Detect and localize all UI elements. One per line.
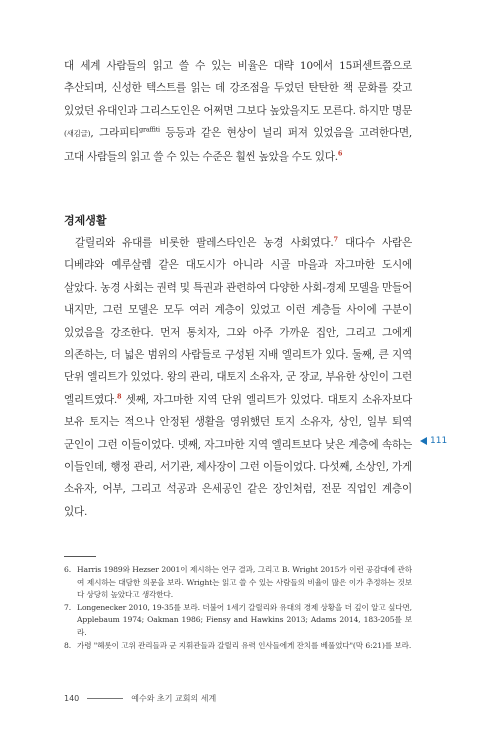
- paragraph-text: 등등과 같은 현상이 널리 퍼져 있었음을 고려한다면, 고대 사람들의 읽고 쓸 수 있는 수준은 훨씬 높았을 수도 있다.: [64, 127, 413, 163]
- footer-rule: [87, 698, 123, 699]
- paragraph-text: , 그라피티: [90, 127, 140, 140]
- footnote-item: [64, 602, 412, 640]
- paragraph-literacy: [64, 55, 412, 168]
- footnote-divider: [64, 556, 96, 557]
- footnote-number: 7.: [64, 602, 72, 612]
- section-heading: 경제생활: [64, 214, 107, 227]
- footnotes-list: [64, 564, 412, 652]
- paragraph-text: 대다수 사람은 디베랴와 예루살렘 같은 대도시가 아니라 시골 마을과 자그마한 도시에 살았다. 농경 사회는 권력 및 특권과 관련하여 다양한 사회-경제 모델을 만들어 내지만, 그런 모델은 모두 여러 계층이 있었고 이런 계층들 사이에 구분이 있었음을 강조한다. 먼저 통치자, 그와 아주 가까운 집안, 그리고 그에게 의존하는, 더 넓은 범위의 사람들로 구성된 지배 엘리트가 있다. 둘째, 큰 지역 단위 엘리트가 있었다. 왕의 관리, 대토지 소유자, 군 장교, 부유한 상인이 그런 엘리트였다.: [64, 237, 412, 406]
- paragraph-text: 대 세계 사람들의 읽고 쓸 수 있는 비율은 대략 10에서 15퍼센트쯤으로 추산되며, 신성한 텍스트를 읽는 데 강조점을 두었던 탄탄한 책 문화를 갖고 있었던 유대인과 그리스도인은 어쩌면 그보다 높았을지도 모른다. 하지만 명문: [64, 60, 412, 117]
- paragraph-text: 갈릴리와 유대를 비롯한 팔레스타인은 농경 사회였다.: [75, 237, 334, 249]
- paragraph-economy: [64, 232, 412, 523]
- triangle-left-icon: [420, 437, 427, 445]
- footnote-number: 6.: [64, 565, 72, 574]
- margin-page-marker: [420, 436, 447, 446]
- page-footer: [64, 693, 216, 704]
- footnote-ref-8[interactable]: 8: [117, 392, 122, 401]
- gloss-text: (새김글): [64, 129, 91, 139]
- paragraph-text: 셋째, 자그마한 지역 단위 엘리트가 있었다. 대토지 소유자보다 보유 토지는 적으나 안정된 생활을 영위했던 토지 소유자, 상인, 일부 퇴역 군인이 그런 이들이었다. 넷째, 자그마한 지역 엘리트보다 낮은 계층에 속하는 이들인데, 행정 관리, 서기관, 제사장이 그런 이들이었다. 다섯째, 소상인, 가게 소유자, 어부, 그리고 석공과 은세공인 같은 장인처럼, 전문 직업인 계층이 있다.: [64, 393, 412, 518]
- running-title: 예수와 초기 교회의 세계: [131, 694, 217, 703]
- footnote-number: 8.: [64, 640, 72, 650]
- footnote-item: [64, 640, 412, 653]
- page-number: 140: [64, 694, 80, 703]
- term-superscript: graffiti: [139, 125, 160, 134]
- margin-marker-number: 111: [430, 436, 448, 446]
- footnote-text: 가령 "헤롯이 고위 관리들과 군 지휘관들과 갈릴리 유력 인사들에게 잔치를 베풀었다"(막 6:21)를 보라.: [77, 640, 412, 650]
- footnote-item: [64, 564, 412, 602]
- footnote-text: Harris 1989와 Hezser 2001이 제시하는 연구 결과, 그리고 B. Wright 2015가 이런 공감대에 관하여 제시하는 대담한 의문을 보라. Wright는 읽고 쓸 수 있는 사람들의 비율이 많은 이가 추정하는 것보다 상당히 높았다고 생각한다.: [77, 565, 412, 600]
- footnote-ref-6[interactable]: 6: [337, 149, 343, 158]
- footnote-ref-7[interactable]: 7: [333, 235, 338, 244]
- footnote-text: Longenecker 2010, 19-35를 보라. 더불어 1세기 갈릴리와 유대의 경제 상황을 더 깊이 알고 싶다면, Applebaum 1974; Oakman 1986; Fiensy and Hawkins 2013; Adams 2014, 183-205를 보라.: [77, 602, 412, 637]
